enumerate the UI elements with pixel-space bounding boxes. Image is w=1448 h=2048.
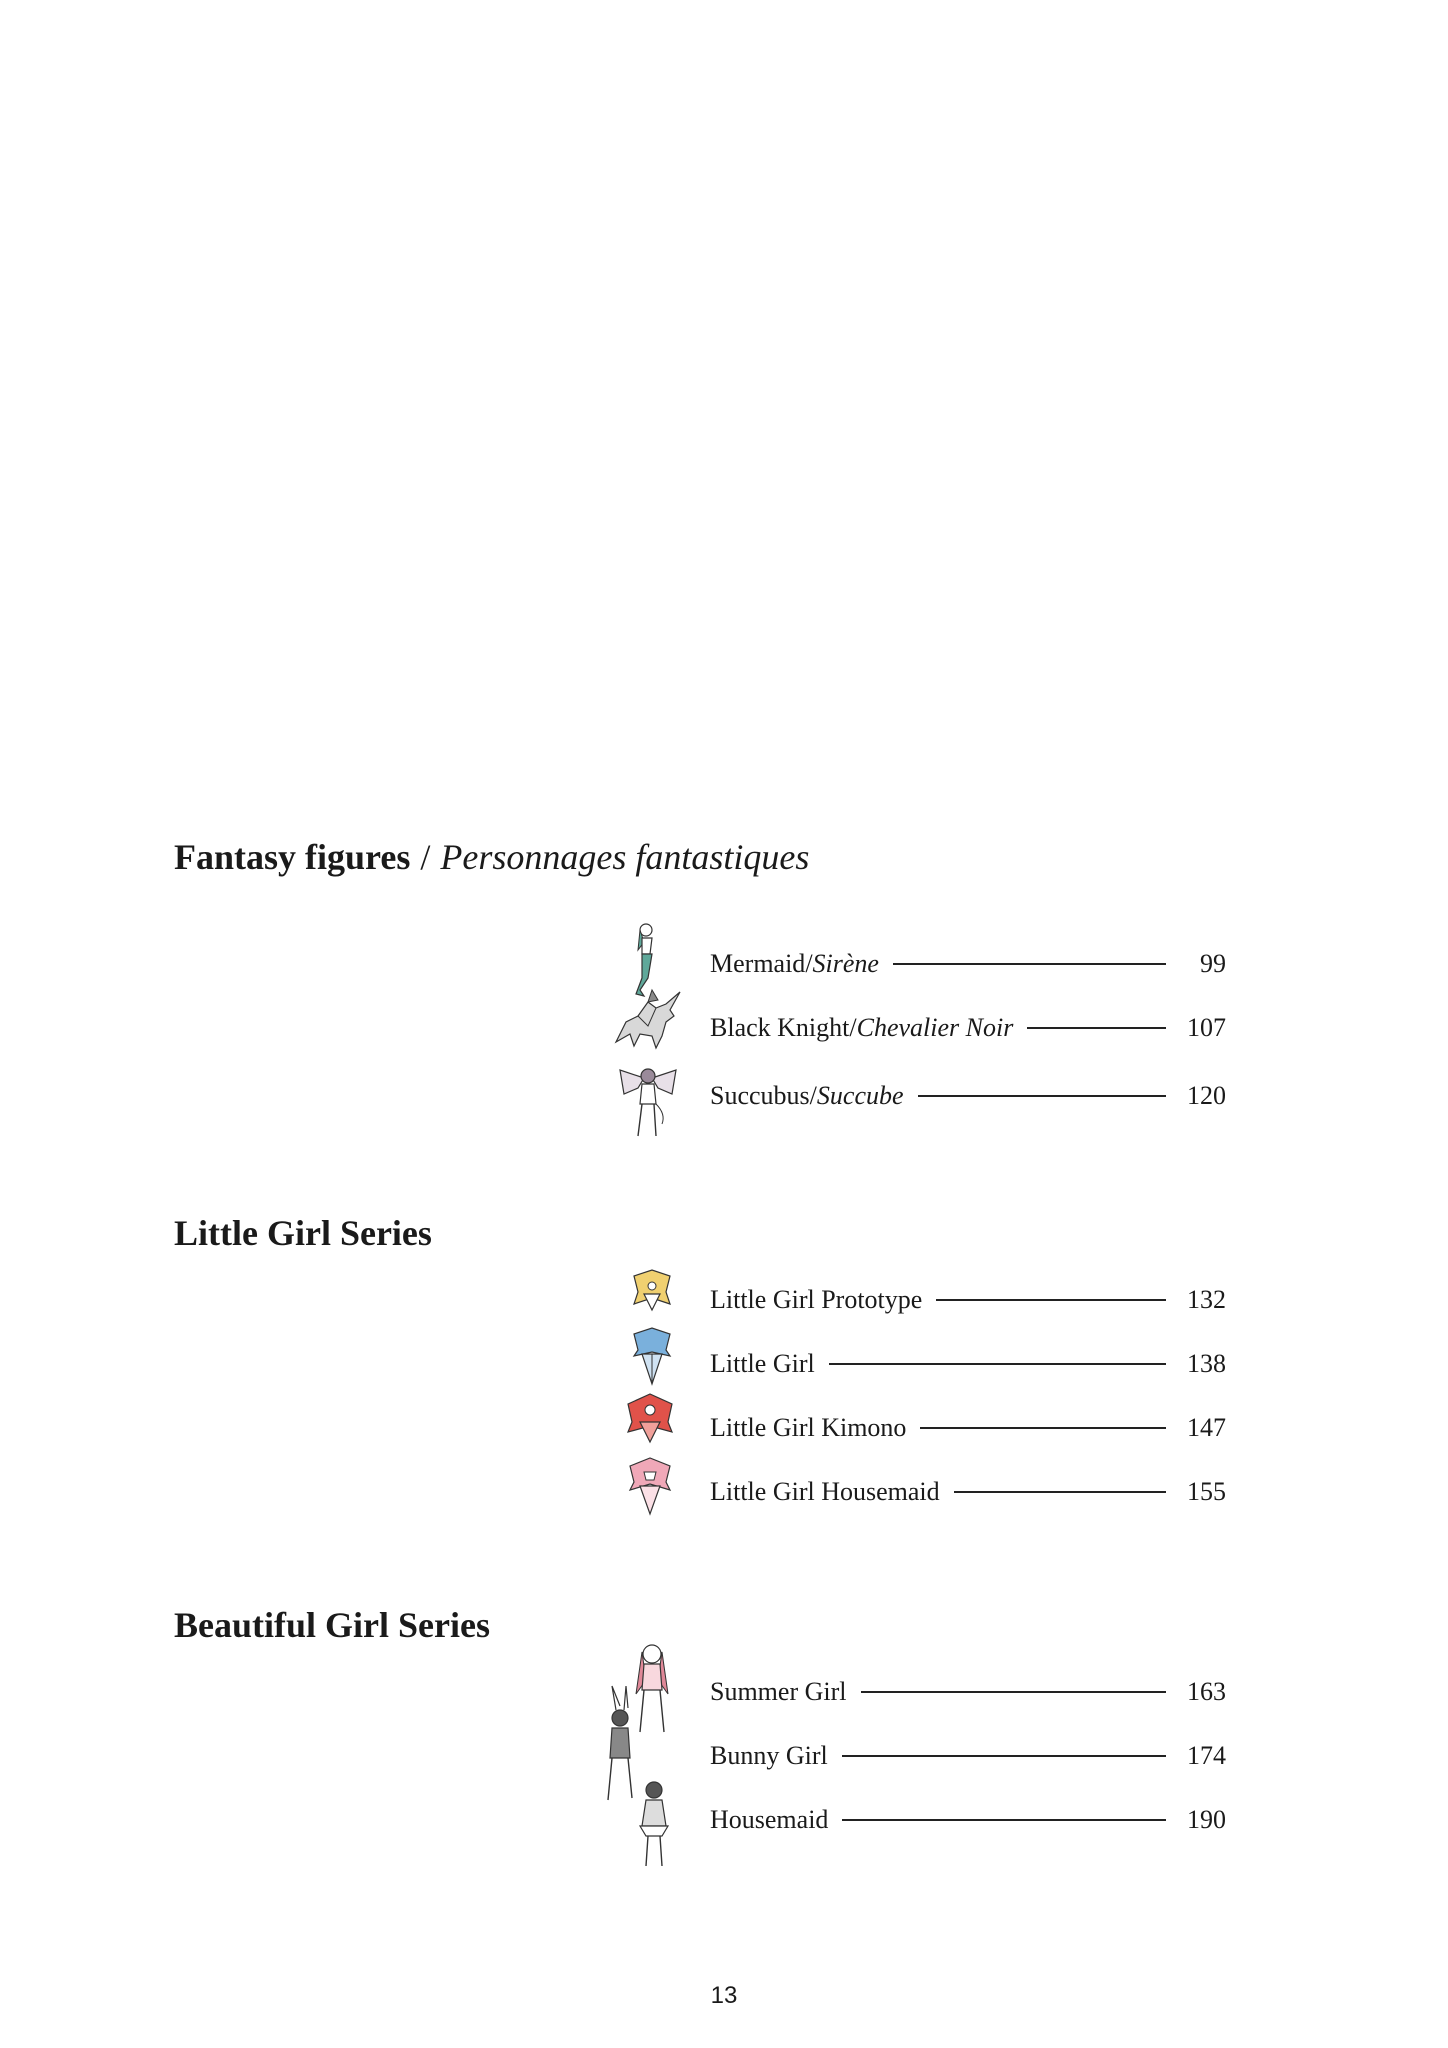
toc-entry-black-knight[interactable] [710, 1008, 1226, 1048]
entry-page-number: 138 [1187, 1349, 1226, 1378]
leader-line [861, 1691, 1167, 1693]
section-heading-little-girl: Little Girl Series [174, 1213, 432, 1253]
entry-page-number: 120 [1187, 1081, 1226, 1110]
entry-label: Black Knight/Chevalier Noir [710, 1013, 1014, 1042]
black-knight-figure-icon [608, 986, 688, 1056]
page-number: 13 [710, 1982, 738, 2009]
toc-entry-summer-girl[interactable] [710, 1672, 1226, 1712]
heading-fr: Personnages fantastiques [440, 837, 810, 877]
toc-entry-little-girl[interactable] [710, 1344, 1226, 1384]
entry-label: Mermaid/Sirène [710, 949, 879, 978]
little-girl-prototype-icon [628, 1268, 676, 1318]
entry-page-number: 147 [1187, 1413, 1226, 1442]
toc-entry-housemaid[interactable] [710, 1800, 1226, 1840]
beautiful-girl-figures-icon [596, 1640, 686, 1870]
entry-page-number: 107 [1187, 1013, 1226, 1042]
toc-entry-bunny-girl[interactable] [710, 1736, 1226, 1776]
entry-page-number: 174 [1187, 1741, 1226, 1770]
entry-label: Little Girl [710, 1349, 815, 1378]
heading-separator: / [420, 837, 431, 877]
little-girl-housemaid-icon [626, 1456, 674, 1518]
entry-page-number: 99 [1200, 949, 1226, 978]
leader-line [918, 1095, 1166, 1097]
succubus-figure-icon [616, 1064, 680, 1140]
toc-entry-little-girl-housemaid[interactable] [710, 1472, 1226, 1512]
leader-line [893, 963, 1166, 965]
leader-line [842, 1819, 1166, 1821]
little-girl-icon [630, 1326, 674, 1388]
toc-entry-succubus[interactable] [710, 1076, 1226, 1116]
leader-line [1027, 1027, 1166, 1029]
entry-label: Succubus/Succube [710, 1081, 904, 1110]
entry-label: Little Girl Housemaid [710, 1477, 940, 1506]
heading-en: Fantasy figures [174, 837, 411, 877]
section-heading-fantasy [174, 836, 809, 878]
leader-line [936, 1299, 1166, 1301]
leader-line [842, 1755, 1166, 1757]
leader-line [829, 1363, 1166, 1365]
entry-page-number: 155 [1187, 1477, 1226, 1506]
leader-line [954, 1491, 1166, 1493]
toc-entry-mermaid[interactable] [710, 944, 1226, 984]
entry-page-number: 132 [1187, 1285, 1226, 1314]
little-girl-kimono-icon [624, 1392, 676, 1446]
entry-label: Little Girl Kimono [710, 1413, 907, 1442]
section-heading-beautiful-girl: Beautiful Girl Series [174, 1605, 490, 1645]
leader-line [920, 1427, 1166, 1429]
entry-page-number: 190 [1187, 1805, 1226, 1834]
entry-page-number: 163 [1187, 1677, 1226, 1706]
toc-entry-little-girl-prototype[interactable] [710, 1280, 1226, 1320]
entry-label: Bunny Girl [710, 1741, 828, 1770]
entry-label: Summer Girl [710, 1677, 847, 1706]
entry-label: Housemaid [710, 1805, 829, 1834]
entry-label: Little Girl Prototype [710, 1285, 923, 1314]
toc-entry-little-girl-kimono[interactable] [710, 1408, 1226, 1448]
